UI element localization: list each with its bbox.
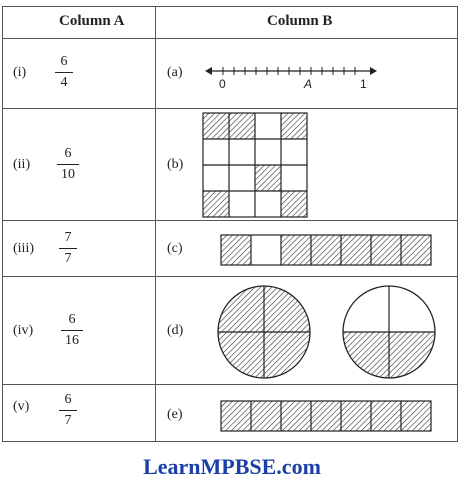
row-number: (ii) xyxy=(13,157,31,172)
option-label: (c) xyxy=(167,241,183,256)
number-line-end: 1 xyxy=(360,77,367,91)
fraction xyxy=(59,391,77,430)
row-number: (v) xyxy=(13,399,30,414)
fraction xyxy=(61,311,83,350)
row-number: (i) xyxy=(13,65,27,80)
fraction-bar xyxy=(55,72,73,73)
row-number: (iii) xyxy=(13,241,34,256)
option-label: (b) xyxy=(167,157,184,172)
fraction-bar xyxy=(57,164,79,165)
denominator: 4 xyxy=(60,75,68,90)
denominator: 16 xyxy=(65,333,79,348)
row-number: (iv) xyxy=(13,323,34,338)
option-label: (a) xyxy=(167,65,183,80)
numerator: 6 xyxy=(68,312,76,327)
denominator: 7 xyxy=(64,413,72,428)
table-row xyxy=(3,385,457,443)
table-row xyxy=(3,39,457,109)
denominator: 7 xyxy=(64,251,72,266)
numerator: 6 xyxy=(64,146,72,161)
column-a-header: Column A xyxy=(59,13,125,29)
denominator: 10 xyxy=(61,167,75,182)
site-watermark: LearnMPBSE.com xyxy=(143,454,321,479)
number-line-start: 0 xyxy=(219,77,226,91)
number-line xyxy=(203,59,383,99)
column-b-header: Column B xyxy=(267,13,333,29)
numerator: 6 xyxy=(64,392,72,407)
numerator: 6 xyxy=(60,54,68,69)
fraction-bar xyxy=(59,248,77,249)
table-row xyxy=(3,221,457,277)
fraction xyxy=(57,145,79,184)
circles-figure xyxy=(217,285,437,379)
option-label: (d) xyxy=(167,323,184,338)
match-table xyxy=(2,6,458,442)
fraction xyxy=(59,229,77,268)
table-row xyxy=(3,109,457,221)
strip-figure-all-shaded xyxy=(221,401,431,431)
strip-figure-one-blank xyxy=(221,235,431,265)
table-row xyxy=(3,277,457,385)
fraction xyxy=(55,53,73,92)
fraction-bar xyxy=(61,330,83,331)
fraction-bar xyxy=(59,410,77,411)
option-label: (e) xyxy=(167,407,183,422)
square-grid-figure xyxy=(203,113,307,217)
numerator: 7 xyxy=(64,230,72,245)
table-header xyxy=(3,7,457,39)
number-line-point: A xyxy=(304,77,313,91)
